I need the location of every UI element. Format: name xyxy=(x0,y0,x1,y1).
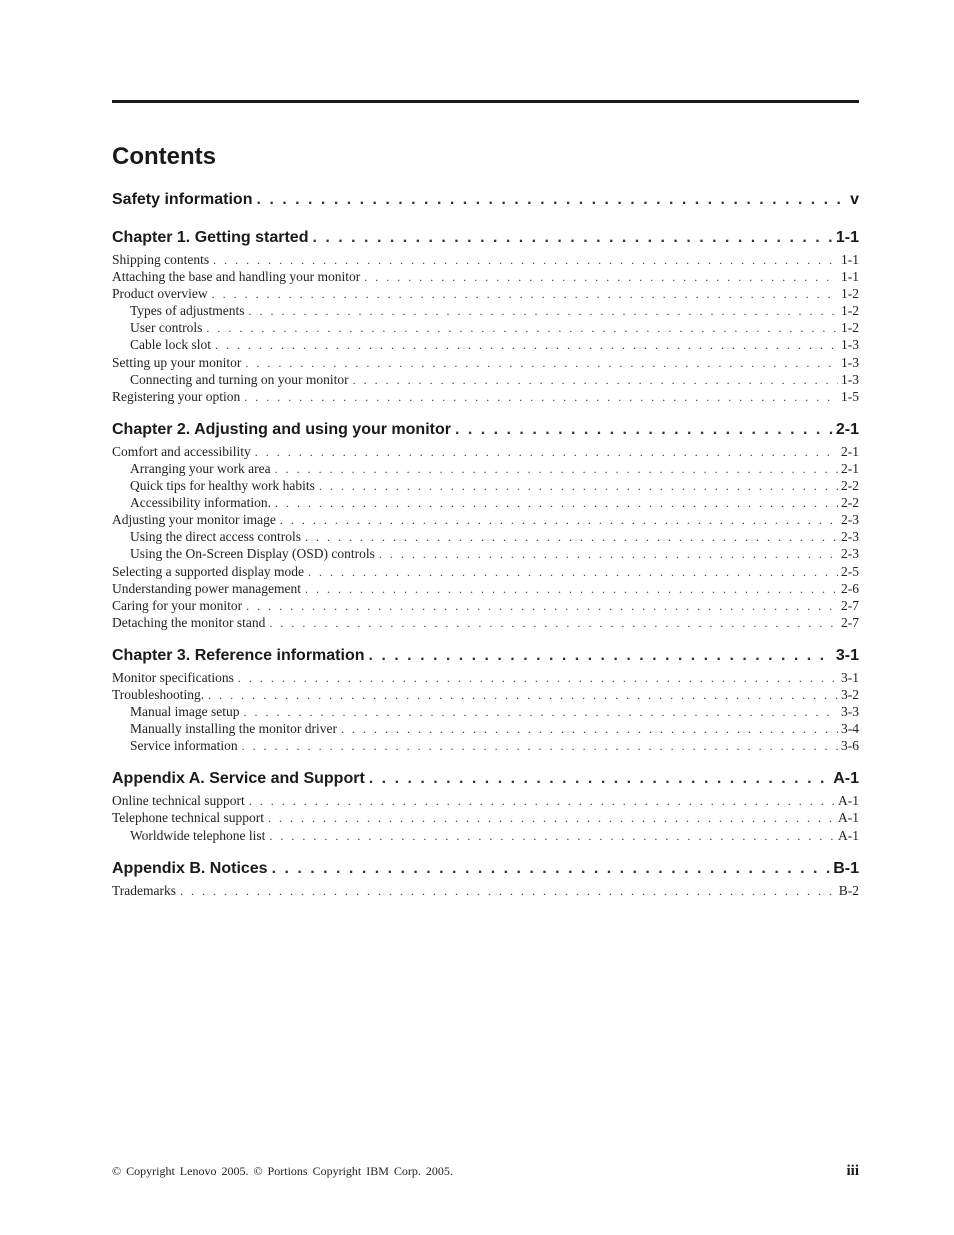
page-title: Contents xyxy=(112,143,216,170)
dot-leader xyxy=(305,581,838,597)
dot-leader xyxy=(249,303,838,319)
dot-leader xyxy=(275,495,838,511)
dot-leader xyxy=(246,598,838,614)
toc-entry-label: Adjusting your monitor image xyxy=(112,512,276,528)
toc-subentry[interactable] xyxy=(112,737,859,754)
toc-heading-label: Appendix A. Service and Support xyxy=(112,770,365,788)
toc-heading[interactable] xyxy=(112,855,859,882)
toc-subentry[interactable] xyxy=(112,703,859,720)
toc-heading-label: Chapter 2. Adjusting and using your monitor xyxy=(112,420,451,438)
toc-entry-label: Understanding power management xyxy=(112,580,301,596)
dot-leader xyxy=(312,224,832,251)
toc-heading-label: Appendix B. Notices xyxy=(112,859,268,877)
toc-subentry[interactable] xyxy=(112,494,859,511)
toc-subentry-label: Types of adjustments xyxy=(130,303,245,319)
toc-entry[interactable] xyxy=(112,580,859,597)
toc-entry-label: Caring for your monitor xyxy=(112,597,243,613)
dot-leader xyxy=(243,704,838,720)
toc-subentry-page-number: 1-2 xyxy=(841,303,859,319)
dot-leader xyxy=(206,320,838,336)
toc-entry[interactable] xyxy=(112,614,859,631)
toc-subentry-page-number: 2-2 xyxy=(841,495,859,511)
toc-entry-page-number: B-2 xyxy=(838,882,859,898)
table-of-contents xyxy=(112,186,859,910)
toc-subentry[interactable] xyxy=(112,460,859,477)
toc-subentry-label: Worldwide telephone list xyxy=(130,827,266,843)
top-rule xyxy=(112,100,859,103)
toc-subentry[interactable] xyxy=(112,528,859,545)
dot-leader xyxy=(208,687,838,703)
dot-leader xyxy=(269,615,838,631)
toc-heading-page-number: A-1 xyxy=(833,770,859,788)
toc-subentry-page-number: 2-3 xyxy=(841,546,859,562)
toc-subentry-label: Using the direct access controls xyxy=(130,529,301,545)
page-number: iii xyxy=(846,1163,859,1179)
dot-leader xyxy=(245,355,838,371)
dot-leader xyxy=(255,444,838,460)
toc-section xyxy=(112,642,859,754)
toc-subentry[interactable] xyxy=(112,336,859,353)
toc-subentry-label: Using the On-Screen Display (OSD) controls xyxy=(130,546,375,562)
toc-entry[interactable] xyxy=(112,251,859,268)
toc-entry-label: Comfort and accessibility xyxy=(112,443,251,459)
toc-entry-page-number: A-1 xyxy=(838,793,859,809)
toc-subentry-label: Accessibility information. xyxy=(130,495,271,511)
toc-subentry-label: Manual image setup xyxy=(130,704,240,720)
toc-entry-page-number: 1-2 xyxy=(841,286,859,302)
toc-entry-page-number: 3-1 xyxy=(841,669,859,685)
toc-heading-page-number: 1-1 xyxy=(835,229,859,246)
toc-subentry-page-number: 3-4 xyxy=(841,721,859,737)
toc-entry-page-number: 2-1 xyxy=(841,443,859,459)
dot-leader xyxy=(272,855,831,882)
toc-subentry-label: Manually installing the monitor driver xyxy=(130,721,337,737)
dot-leader xyxy=(180,883,836,899)
dot-leader xyxy=(256,186,847,213)
toc-entry-page-number: 1-3 xyxy=(841,354,859,370)
toc-heading-page-number: B-1 xyxy=(833,859,859,877)
toc-heading-label: Chapter 3. Reference information xyxy=(112,646,365,664)
toc-subentry-page-number: 1-3 xyxy=(841,337,859,353)
toc-entry[interactable] xyxy=(112,511,859,528)
dot-leader xyxy=(249,793,835,809)
toc-heading[interactable] xyxy=(112,642,859,669)
toc-entry-page-number: 1-1 xyxy=(841,252,859,267)
toc-entry-page-number: 2-3 xyxy=(841,512,859,528)
toc-entry-label: Product overview xyxy=(112,286,208,302)
toc-section xyxy=(112,416,859,631)
dot-leader xyxy=(379,546,838,562)
toc-entry[interactable] xyxy=(112,285,859,302)
dot-leader xyxy=(353,372,838,388)
dot-leader xyxy=(455,416,833,443)
toc-entry-page-number: 2-7 xyxy=(841,597,859,613)
toc-subentry-label: Connecting and turning on your monitor xyxy=(130,371,349,387)
toc-entry[interactable] xyxy=(112,669,859,686)
toc-subentry-page-number: 1-2 xyxy=(841,320,859,336)
toc-entry-label: Attaching the base and handling your monitor xyxy=(112,269,361,285)
dot-leader xyxy=(238,670,838,686)
toc-entry[interactable] xyxy=(112,268,859,285)
toc-section xyxy=(112,224,859,405)
toc-subentry[interactable] xyxy=(112,545,859,562)
toc-subentry-page-number: 2-2 xyxy=(841,478,859,494)
dot-leader xyxy=(308,564,838,580)
toc-heading-label: Chapter 1. Getting started xyxy=(112,229,309,246)
toc-section xyxy=(112,855,859,899)
toc-entry-label: Detaching the monitor stand xyxy=(112,614,266,630)
toc-subentry[interactable] xyxy=(112,827,859,844)
toc-entry-label: Online technical support xyxy=(112,793,245,809)
toc-heading-page-number: 2-1 xyxy=(835,420,859,438)
toc-entry-label: Telephone technical support xyxy=(112,810,265,826)
toc-entry-label: Troubleshooting. xyxy=(112,686,205,702)
toc-heading[interactable] xyxy=(112,765,859,792)
toc-entry-label: Setting up your monitor xyxy=(112,354,242,370)
toc-entry[interactable] xyxy=(112,882,859,899)
toc-entry[interactable] xyxy=(112,563,859,580)
toc-heading-page-number: v xyxy=(850,191,859,208)
toc-entry[interactable] xyxy=(112,388,859,405)
dot-leader xyxy=(280,512,838,528)
toc-entry-page-number: 2-6 xyxy=(841,580,859,596)
toc-subentry-label: Quick tips for healthy work habits xyxy=(130,478,315,494)
toc-entry-page-number: A-1 xyxy=(838,810,859,826)
dot-leader xyxy=(269,828,835,844)
toc-subentry[interactable] xyxy=(112,371,859,388)
toc-entry-label: Registering your option xyxy=(112,388,241,404)
toc-subentry[interactable] xyxy=(112,477,859,494)
toc-section xyxy=(112,765,859,843)
toc-subentry-label: Cable lock slot xyxy=(130,337,211,353)
page-footer xyxy=(112,1163,859,1180)
toc-heading-label: Safety information xyxy=(112,191,253,208)
toc-heading-page-number: 3-1 xyxy=(835,646,859,664)
dot-leader xyxy=(364,269,838,285)
toc-subentry-label: Service information xyxy=(130,738,238,754)
toc-entry[interactable] xyxy=(112,809,859,826)
toc-heading[interactable] xyxy=(112,224,859,251)
dot-leader xyxy=(369,642,833,669)
toc-entry[interactable] xyxy=(112,792,859,809)
toc-heading[interactable] xyxy=(112,416,859,443)
toc-entry-page-number: 2-7 xyxy=(841,614,859,630)
toc-entry-page-number: 3-2 xyxy=(841,686,859,702)
dot-leader xyxy=(369,765,830,792)
toc-subentry-page-number: 2-3 xyxy=(841,529,859,545)
toc-subentry-page-number: 1-3 xyxy=(841,371,859,387)
dot-leader xyxy=(213,252,838,268)
toc-subentry-page-number: 3-6 xyxy=(841,738,859,754)
toc-subentry-label: User controls xyxy=(130,320,203,336)
toc-subentry-page-number: 2-1 xyxy=(841,460,859,476)
toc-entry[interactable] xyxy=(112,597,859,614)
dot-leader xyxy=(242,738,838,754)
toc-entry-page-number: 1-5 xyxy=(841,388,859,404)
toc-subentry[interactable] xyxy=(112,720,859,737)
copyright-notice: © Copyright Lenovo 2005. © Portions Copyright IBM Corp. 2005. xyxy=(112,1164,453,1178)
toc-entry-label: Trademarks xyxy=(112,882,176,898)
dot-leader xyxy=(244,389,838,405)
dot-leader xyxy=(268,810,835,826)
toc-section xyxy=(112,186,859,213)
toc-entry[interactable] xyxy=(112,354,859,371)
toc-entry-label: Selecting a supported display mode xyxy=(112,563,304,579)
toc-entry[interactable] xyxy=(112,443,859,460)
toc-entry-page-number: 1-1 xyxy=(841,269,859,285)
toc-subentry[interactable] xyxy=(112,319,859,336)
toc-heading[interactable] xyxy=(112,186,859,213)
toc-subentry-page-number: 3-3 xyxy=(841,704,859,720)
dot-leader xyxy=(215,337,838,353)
toc-subentry[interactable] xyxy=(112,302,859,319)
toc-subentry-page-number: A-1 xyxy=(838,827,859,843)
dot-leader xyxy=(275,461,838,477)
toc-entry-page-number: 2-5 xyxy=(841,563,859,579)
dot-leader xyxy=(319,478,838,494)
toc-entry-label: Monitor specifications xyxy=(112,669,234,685)
dot-leader xyxy=(341,721,838,737)
dot-leader xyxy=(305,529,838,545)
dot-leader xyxy=(212,286,838,302)
toc-entry[interactable] xyxy=(112,686,859,703)
toc-entry-label: Shipping contents xyxy=(112,252,210,267)
toc-subentry-label: Arranging your work area xyxy=(130,460,271,476)
